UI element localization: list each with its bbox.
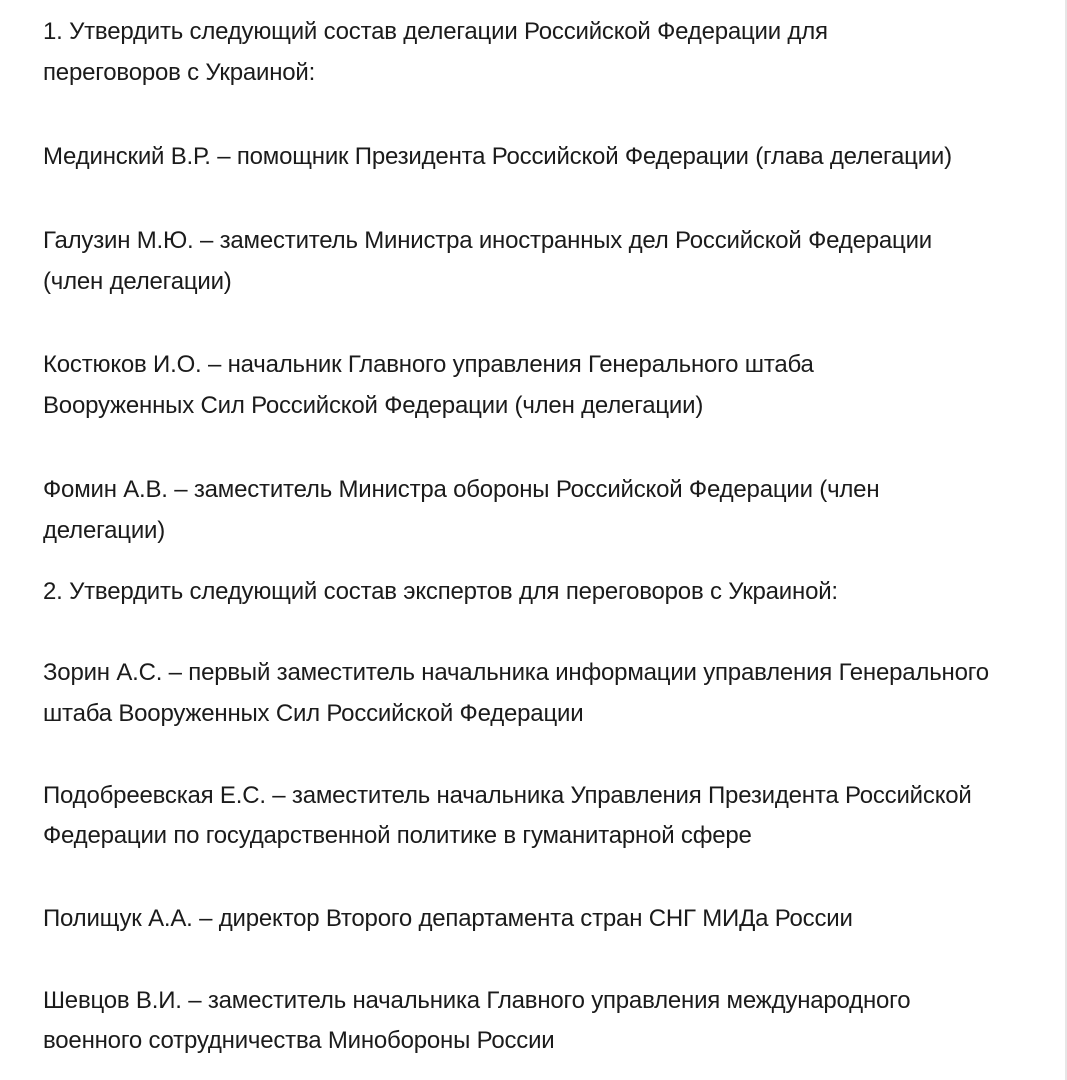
delegation-member-kostyukov-line2: Вооруженных Сил Российской Федерации (член делегации) <box>43 392 704 419</box>
delegation-member-medinsky: Мединский В.Р. – помощник Президента Российской Федерации (глава делегации) <box>43 143 952 170</box>
delegation-member-kostyukov-line1: Костюков И.О. – начальник Главного управления Генерального штаба <box>43 351 814 378</box>
expert-member-podobreevskaya-line1: Подобреевская Е.С. – заместитель начальника Управления Президента Российской <box>43 782 972 809</box>
expert-member-zorin-line1: Зорин А.С. – первый заместитель начальника информации управления Генерального <box>43 659 989 686</box>
section1-heading-line2: переговоров с Украиной: <box>43 59 316 86</box>
delegation-member-fomin-line1: Фомин А.В. – заместитель Министра обороны Российской Федерации (член <box>43 476 880 503</box>
delegation-member-galuzin-line2: (член делегации) <box>43 268 232 295</box>
expert-member-polishchuk: Полищук А.А. – директор Второго департамента стран СНГ МИДа России <box>43 905 853 932</box>
expert-member-shevtsov-line1: Шевцов В.И. – заместитель начальника Главного управления международного <box>43 987 911 1014</box>
expert-member-podobreevskaya-line2: Федерации по государственной политике в гуманитарной сфере <box>43 822 752 849</box>
expert-member-shevtsov-line2: военного сотрудничества Минобороны России <box>43 1027 555 1054</box>
section1-heading-line1: 1. Утвердить следующий состав делегации Российской Федерации для <box>43 18 828 45</box>
expert-member-zorin-line2: штаба Вооруженных Сил Российской Федерации <box>43 700 584 727</box>
section2-heading: 2. Утвердить следующий состав экспертов для переговоров с Украиной: <box>43 578 838 605</box>
delegation-member-fomin-line2: делегации) <box>43 517 166 544</box>
delegation-member-galuzin-line1: Галузин М.Ю. – заместитель Министра иностранных дел Российской Федерации <box>43 227 932 254</box>
